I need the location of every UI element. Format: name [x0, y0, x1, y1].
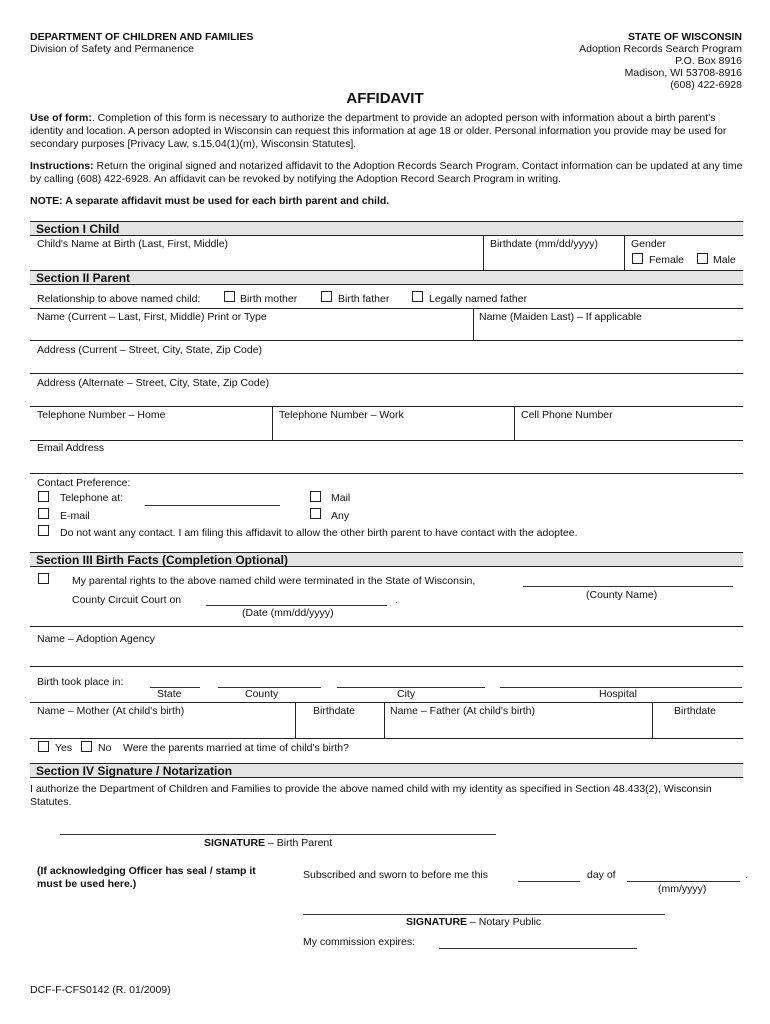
- contact-pref-label: Contact Preference:: [37, 477, 131, 489]
- married-no-checkbox[interactable]: [81, 741, 92, 752]
- relationship-label: Relationship to above named child:: [37, 293, 201, 305]
- tel-work-label: Telephone Number – Work: [279, 409, 404, 421]
- child-name-label: Child's Name at Birth (Last, First, Middle): [37, 238, 229, 250]
- month-year-line[interactable]: [627, 881, 740, 882]
- gender-label: Gender: [631, 238, 667, 250]
- county-label: County: [245, 688, 279, 700]
- male-label: Male: [713, 254, 736, 266]
- section-1-heading: Section I Child: [30, 221, 743, 236]
- no-contact-label: Do not want any contact. I am filing this affidavit to allow the other birth parent to have contact with the adoptee.: [60, 527, 578, 539]
- married-question: Were the parents married at time of child's birth?: [123, 742, 349, 754]
- telephone-at-label: Telephone at:: [60, 492, 124, 504]
- period: .: [395, 594, 398, 606]
- any-checkbox[interactable]: [310, 508, 321, 519]
- email-checkbox[interactable]: [38, 508, 49, 519]
- female-checkbox[interactable]: [632, 253, 643, 264]
- city-zip: Madison, WI 53708-8916: [624, 67, 742, 79]
- section-4-heading: Section IV Signature / Notarization: [30, 763, 743, 778]
- female-label: Female: [649, 254, 685, 266]
- cell-phone-label: Cell Phone Number: [521, 409, 613, 421]
- tel-home-label: Telephone Number – Home: [37, 409, 166, 421]
- birth-father-checkbox[interactable]: [321, 291, 332, 302]
- birth-place-label: Birth took place in:: [37, 676, 124, 688]
- parent-signature-label: SIGNATURE – Birth Parent: [204, 837, 333, 849]
- parent-signature-line[interactable]: [60, 834, 496, 835]
- notary-signature-label: SIGNATURE – Notary Public: [406, 916, 542, 928]
- authorization-text: I authorize the Department of Children and Families to provide the above named child with my identity as specified in Section 48.433(2), Wisconsin Statutes.: [30, 783, 712, 808]
- child-birthdate-label: Birthdate (mm/dd/yyyy): [490, 238, 598, 250]
- form-id: DCF-F-CFS0142 (R. 01/2009): [30, 984, 171, 996]
- mail-checkbox[interactable]: [310, 491, 321, 502]
- day-line[interactable]: [518, 881, 580, 882]
- no-contact-checkbox[interactable]: [38, 525, 49, 536]
- adoption-agency-label: Name – Adoption Agency: [37, 633, 155, 645]
- page-title: AFFIDAVIT: [346, 90, 424, 107]
- commission-label: My commission expires:: [303, 936, 416, 948]
- rights-terminated-checkbox[interactable]: [38, 573, 49, 584]
- section-3-heading: Section III Birth Facts (Completion Optional): [30, 552, 743, 567]
- no-label: No: [98, 742, 112, 754]
- subscribed-label: Subscribed and sworn to before me this: [303, 869, 489, 881]
- rights-text: My parental rights to the above named child were terminated in the State of Wisconsin,: [72, 575, 476, 587]
- name-current-label: Name (Current – Last, First, Middle) Print or Type: [37, 311, 267, 323]
- county-name-label: (County Name): [586, 589, 658, 601]
- father-birthdate-label: Birthdate: [674, 705, 717, 717]
- state-label: State: [157, 688, 182, 700]
- telephone-at-line[interactable]: [145, 505, 280, 506]
- use-of-form: Use of form:. Completion of this form is necessary to authorize the department to provide an adopted person with information about a birth parent's identity and location. A person adopted in Wisconsin can request this information at age 18 or older. Personal information you provide may be used for secondary purposes [Privacy Law, s.15.04(1)(m), Wisconsin Statutes].: [30, 112, 727, 150]
- married-yes-checkbox[interactable]: [38, 741, 49, 752]
- email-option-label: E-mail: [60, 510, 90, 522]
- day-of-label: day of: [587, 869, 616, 881]
- birth-mother-label: Birth mother: [240, 293, 298, 305]
- legal-father-label: Legally named father: [429, 293, 528, 305]
- mmyyyy-label: (mm/yyyy): [658, 883, 707, 895]
- mail-label: Mail: [331, 492, 351, 504]
- county-name-line[interactable]: [523, 586, 733, 587]
- note: NOTE: A separate affidavit must be used for each birth parent and child.: [30, 195, 390, 207]
- date-format-label: (Date (mm/dd/yyyy): [242, 607, 334, 619]
- program-phone: (608) 422-6928: [670, 79, 742, 91]
- section-2-heading: Section II Parent: [30, 270, 743, 285]
- termination-date-line[interactable]: [206, 605, 387, 606]
- birth-father-label: Birth father: [338, 293, 390, 305]
- notary-signature-line[interactable]: [303, 914, 665, 915]
- father-name-label: Name – Father (At child's birth): [390, 705, 535, 717]
- county-court-label: County Circuit Court on: [72, 594, 182, 606]
- po-box: P.O. Box 8916: [675, 55, 742, 67]
- address-current-label: Address (Current – Street, City, State, Zip Code): [37, 344, 263, 356]
- male-checkbox[interactable]: [697, 253, 708, 264]
- yes-label: Yes: [55, 742, 73, 754]
- address-alt-label: Address (Alternate – Street, City, State, Zip Code): [37, 377, 270, 389]
- state-name: STATE OF WISCONSIN: [628, 31, 742, 43]
- division-name: Division of Safety and Permanence: [30, 43, 195, 55]
- instructions: Instructions: Return the original signed and notarized affidavit to the Adoption Records Search Program. Contact information can be updated at any time by calling (608) 422-6928. An affidavit can be revoked by notifying the Adoption Record Search Program in writing.: [30, 160, 743, 185]
- legal-father-checkbox[interactable]: [412, 291, 423, 302]
- department-name: DEPARTMENT OF CHILDREN AND FAMILIES: [30, 31, 254, 43]
- email-label: Email Address: [37, 442, 105, 454]
- commission-line[interactable]: [439, 948, 637, 949]
- telephone-checkbox[interactable]: [38, 491, 49, 502]
- name-maiden-label: Name (Maiden Last) – If applicable: [479, 311, 642, 323]
- hospital-label: Hospital: [599, 688, 637, 700]
- birth-mother-checkbox[interactable]: [224, 291, 235, 302]
- period-2: .: [745, 869, 748, 881]
- officer-note: (If acknowledging Officer has seal / stamp it must be used here.): [37, 865, 256, 890]
- any-label: Any: [331, 510, 350, 522]
- mother-birthdate-label: Birthdate: [313, 705, 356, 717]
- city-label: City: [397, 688, 416, 700]
- program-name: Adoption Records Search Program: [579, 43, 742, 55]
- mother-name-label: Name – Mother (At child's birth): [37, 705, 185, 717]
